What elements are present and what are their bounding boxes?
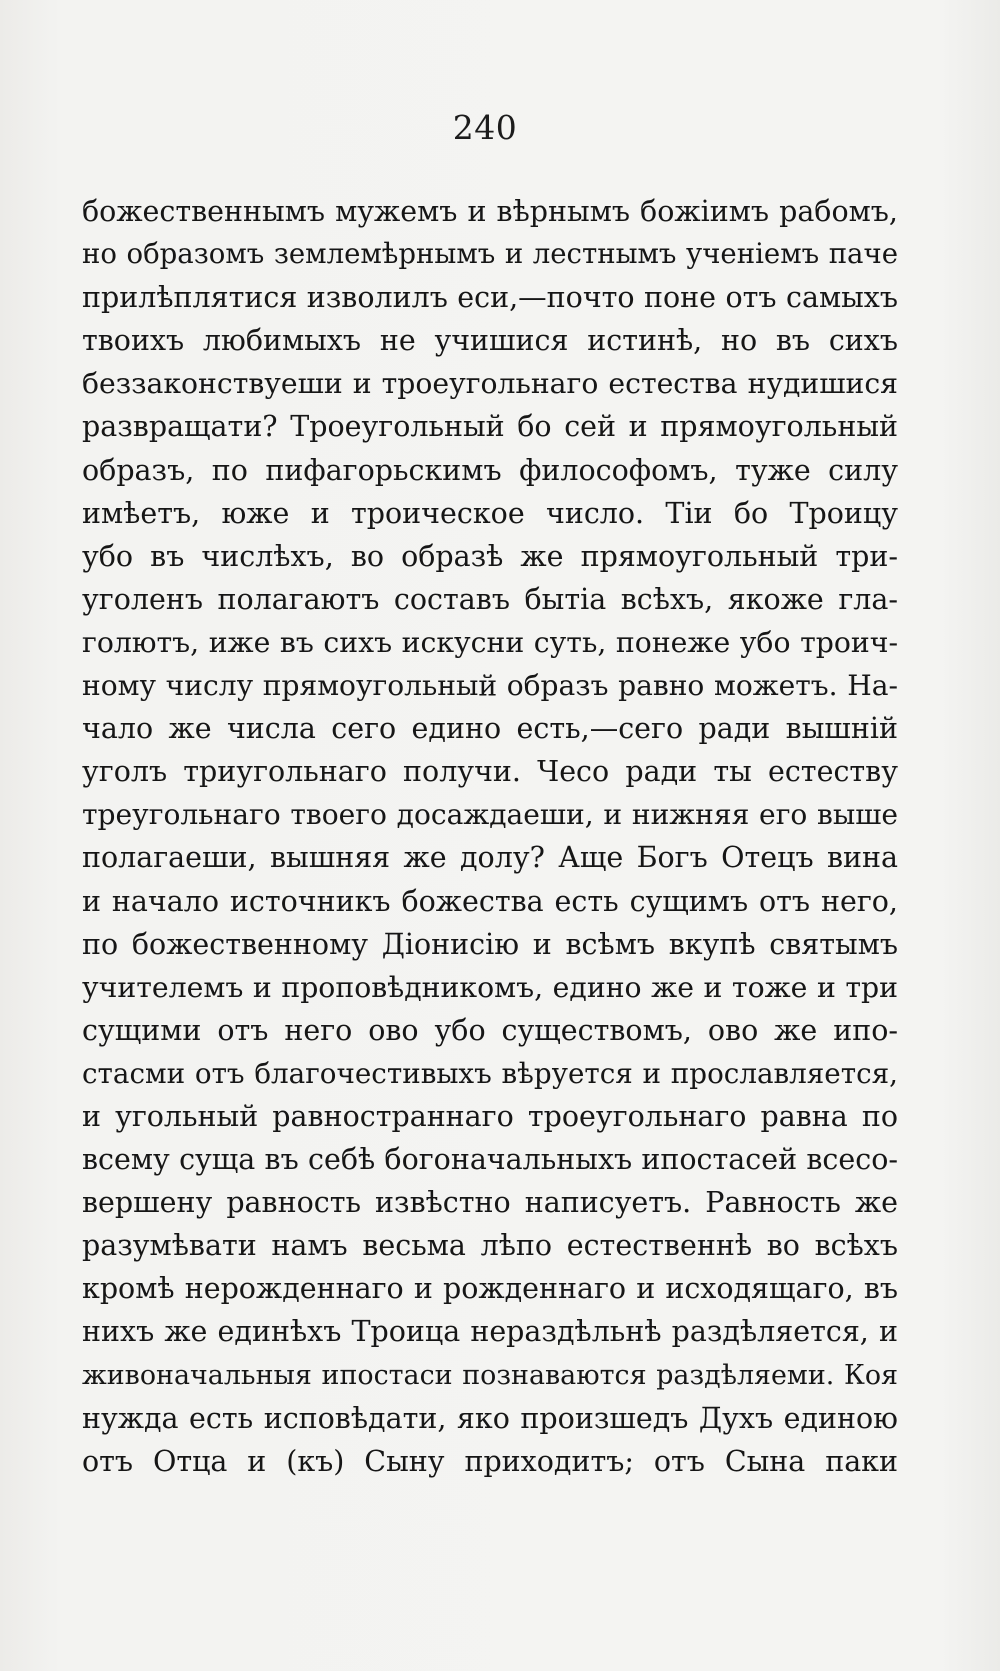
text-line: развращати? Троеугольный бо сей и прямоугольный <box>82 410 898 444</box>
text-line: имѣетъ, юже и троическое число. Тiи бо Троицу <box>82 496 898 530</box>
text-line: учителемъ и проповѣдникомъ, едино же и тоже и три <box>82 970 898 1004</box>
text-line: кромѣ нерожденнаго и рожденнаго и исходящаго, въ <box>82 1272 898 1306</box>
text-line: полагаеши, вышняя же долу? Аще Богъ Отецъ вина <box>82 841 898 875</box>
text-line: всему суща въ себѣ богоначальныхъ ипостасей всесо- <box>82 1143 898 1177</box>
text-line: разумѣвати намъ весьма лѣпо естественнѣ во всѣхъ <box>82 1229 898 1263</box>
text-line: ному числу прямоугольный образъ равно можетъ. На- <box>82 669 898 703</box>
text-line: но образомъ землемѣрнымъ и лестнымъ ученiемъ паче <box>82 238 898 271</box>
text-line: чало же числа сего едино есть,—сего ради вышнiй <box>82 712 898 746</box>
text-line: нихъ же единѣхъ Троица нераздѣльнѣ раздѣляется, и <box>82 1315 898 1349</box>
text-line: убо въ числѣхъ, во образѣ же прямоугольный три- <box>82 539 898 573</box>
text-line: живоначальныя ипостаси познаваются раздѣляеми. Коя <box>82 1359 898 1391</box>
text-line: и начало источникъ божества есть сущимъ отъ него, <box>82 884 898 918</box>
text-line: прилѣплятися изволилъ еси,—почто поне отъ самыхъ <box>82 281 898 315</box>
text-line: твоихъ любимыхъ не учишися истинѣ, но въ сихъ <box>82 324 898 358</box>
text-line: вершену равность извѣстно написуетъ. Равность же <box>82 1186 898 1220</box>
text-line: беззаконствуеши и троеугольнаго естества нудишися <box>82 367 898 401</box>
page-number: 240 <box>452 108 518 147</box>
text-line: образъ, по пифагорьскимъ философомъ, туже силу <box>82 453 898 487</box>
text-line: стасми отъ благочестивыхъ вѣруется и прославляется, <box>82 1056 898 1090</box>
text-line: треугольнаго твоего досаждаеши, и нижняя его выше <box>82 798 898 832</box>
text-line: сущими отъ него ово убо существомъ, ово же ипо- <box>82 1013 898 1047</box>
text-line: по божественному Дiонисiю и всѣмъ вкупѣ святымъ <box>82 927 898 961</box>
text-line: отъ Отца и (къ) Сыну приходитъ; отъ Сына паки <box>82 1444 898 1478</box>
text-line: уголъ триугольнаго получи. Чесо ради ты естеству <box>82 755 898 789</box>
text-line: уголенъ полагаютъ составъ бытiа всѣхъ, якоже гла- <box>82 582 898 616</box>
body-text <box>82 190 898 1483</box>
text-line: и угольный равностраннаго троеугольнаго равна по <box>82 1099 898 1133</box>
text-line: голютъ, иже въ сихъ искусни суть, понеже убо троич- <box>82 625 898 659</box>
text-line: нужда есть исповѣдати, яко произшедъ Духъ единою <box>82 1401 898 1435</box>
text-line: божественнымъ мужемъ и вѣрнымъ божiимъ рабомъ, <box>82 195 898 228</box>
